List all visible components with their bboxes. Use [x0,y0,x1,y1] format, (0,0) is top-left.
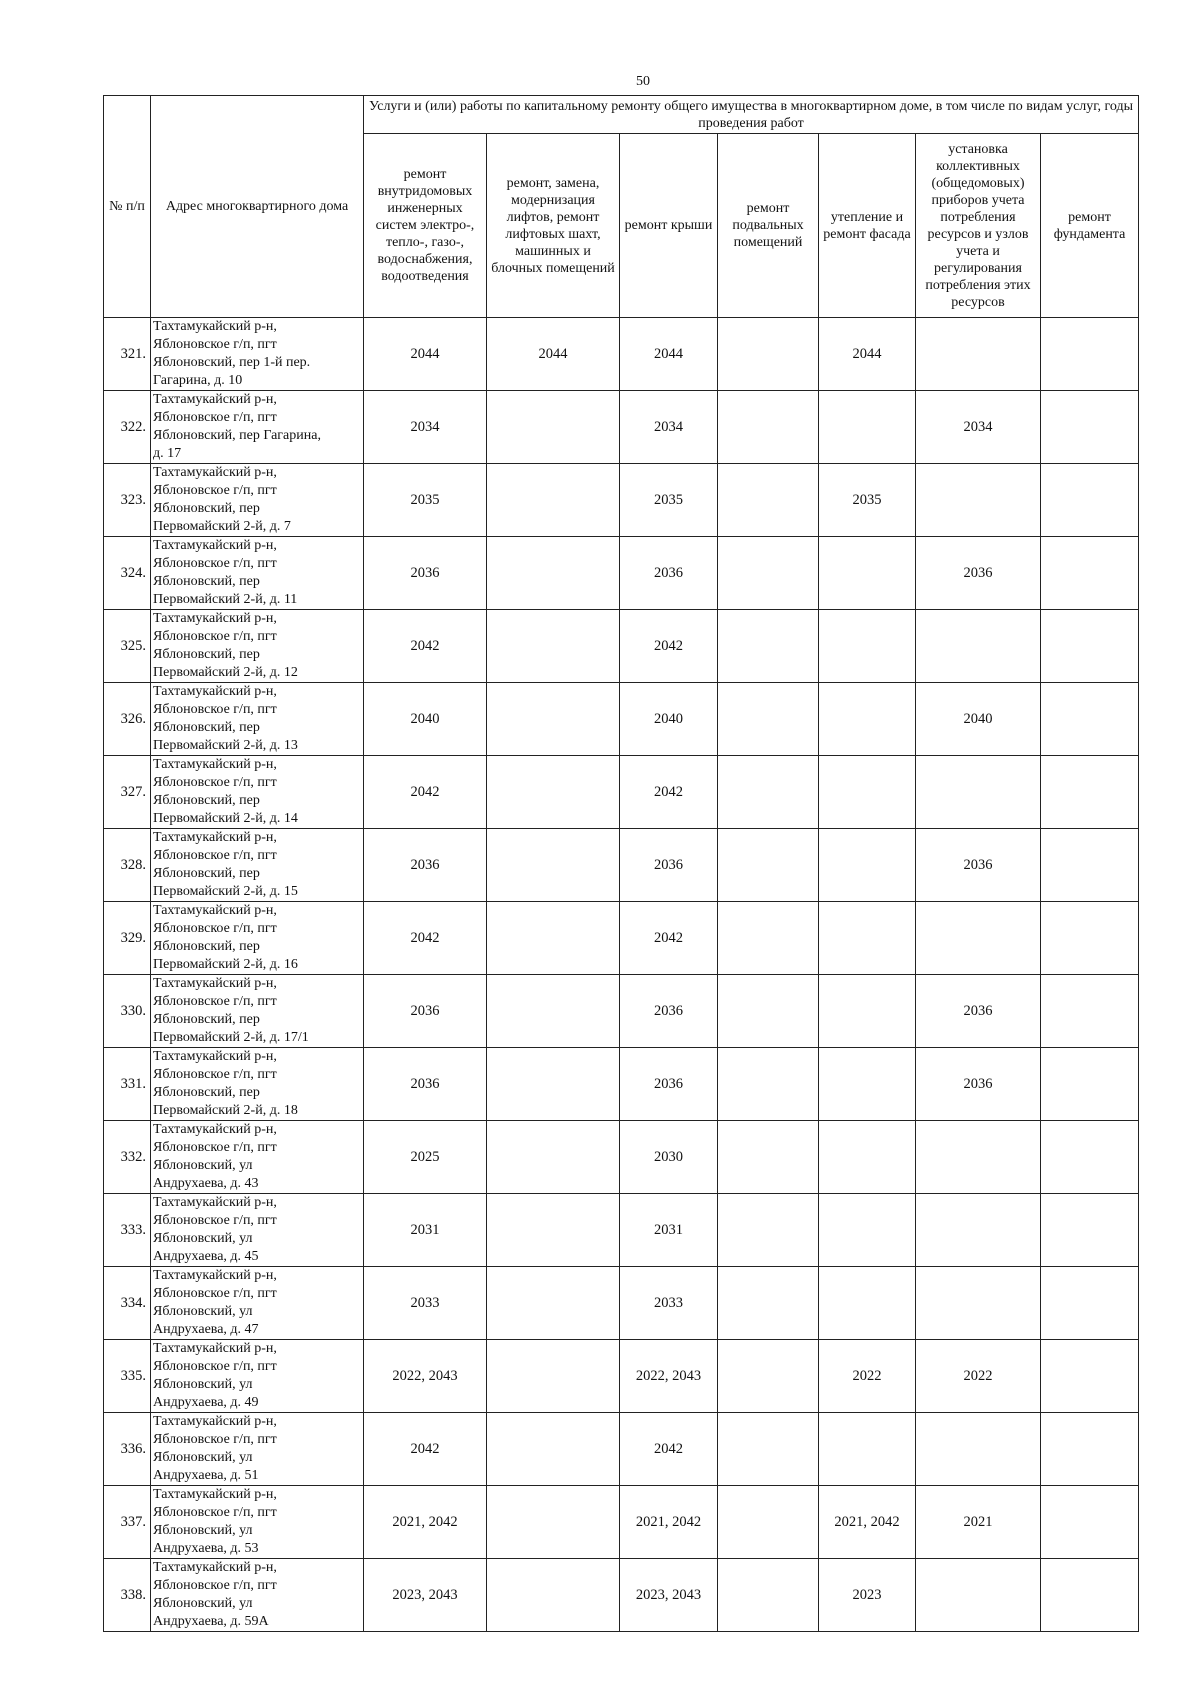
row-value-col-4 [718,537,819,610]
row-value-col-6 [916,902,1041,975]
row-value-col-6 [916,610,1041,683]
row-value-col-5 [819,683,916,756]
row-address [151,1194,364,1267]
row-value-col-1: 2036 [364,537,487,610]
address-line: Гагарина, д. 10 [153,373,243,388]
page-number: 50 [636,74,650,89]
address-line: Яблоновский, ул [153,1596,253,1611]
row-number: 335. [104,1340,151,1413]
row-value-col-4 [718,610,819,683]
row-value-col-4 [718,1121,819,1194]
row-address [151,318,364,391]
row-value-col-6 [916,1559,1041,1632]
row-value-col-2 [487,1413,620,1486]
row-value-col-3: 2021, 2042 [620,1486,718,1559]
row-value-col-6: 2022 [916,1340,1041,1413]
address-line: Яблоновское г/п, пгт [153,1359,277,1374]
row-value-col-1: 2036 [364,829,487,902]
address-line: Тахтамукайский р-н, [153,1560,277,1575]
row-value-col-7 [1041,829,1139,902]
address-line: Яблоновское г/п, пгт [153,994,277,1009]
row-value-col-2 [487,902,620,975]
table-row [104,683,1139,756]
table-row [104,1048,1139,1121]
table-row [104,537,1139,610]
row-value-col-3: 2036 [620,537,718,610]
row-number: 329. [104,902,151,975]
row-value-col-3: 2042 [620,902,718,975]
row-value-col-4 [718,829,819,902]
row-value-col-4 [718,1048,819,1121]
address-line: Андрухаева, д. 53 [153,1541,259,1556]
row-value-col-7 [1041,1267,1139,1340]
address-line: Тахтамукайский р-н, [153,1414,277,1429]
row-address [151,975,364,1048]
row-number: 328. [104,829,151,902]
row-value-col-3: 2035 [620,464,718,537]
row-value-col-3: 2030 [620,1121,718,1194]
address-line: Яблоновский, пер [153,1085,260,1100]
address-line: Андрухаева, д. 45 [153,1249,259,1264]
row-value-col-5: 2021, 2042 [819,1486,916,1559]
row-value-col-7 [1041,464,1139,537]
row-value-col-4 [718,1486,819,1559]
row-value-col-7 [1041,1413,1139,1486]
address-line: Яблоновское г/п, пгт [153,848,277,863]
address-line: Тахтамукайский р-н, [153,757,277,772]
row-value-col-7 [1041,1121,1139,1194]
row-value-col-2 [487,391,620,464]
row-value-col-7 [1041,902,1139,975]
row-value-col-7 [1041,1486,1139,1559]
address-line: Первомайский 2-й, д. 16 [153,957,298,972]
row-value-col-5 [819,829,916,902]
address-line: Яблоновское г/п, пгт [153,629,277,644]
row-value-col-2 [487,1267,620,1340]
row-value-col-2 [487,464,620,537]
address-line: Яблоновский, ул [153,1158,253,1173]
row-value-col-1: 2031 [364,1194,487,1267]
address-line: д. 17 [153,446,182,461]
row-value-col-6: 2036 [916,975,1041,1048]
row-address [151,756,364,829]
address-line: Андрухаева, д. 47 [153,1322,259,1337]
row-value-col-3: 2042 [620,610,718,683]
row-value-col-4 [718,975,819,1048]
address-line: Яблоновское г/п, пгт [153,1067,277,1082]
header-column-6: установка коллективных (общедомовых) приборов учета потребления ресурсов и узлов учета и регулирования потребления этих ресурсов [916,134,1041,318]
row-value-col-5 [819,391,916,464]
row-value-col-7 [1041,975,1139,1048]
row-value-col-7 [1041,1194,1139,1267]
row-value-col-4 [718,902,819,975]
row-number: 334. [104,1267,151,1340]
address-line: Тахтамукайский р-н, [153,903,277,918]
row-value-col-4 [718,1194,819,1267]
row-address [151,683,364,756]
address-line: Тахтамукайский р-н, [153,1122,277,1137]
address-line: Первомайский 2-й, д. 13 [153,738,298,753]
table-body [104,318,1139,1632]
address-line: Яблоновский, пер [153,647,260,662]
row-value-col-2 [487,1559,620,1632]
row-number: 336. [104,1413,151,1486]
row-number: 331. [104,1048,151,1121]
address-line: Тахтамукайский р-н, [153,1487,277,1502]
row-value-col-5 [819,1413,916,1486]
row-value-col-2 [487,975,620,1048]
address-line: Первомайский 2-й, д. 15 [153,884,298,899]
row-value-col-3: 2044 [620,318,718,391]
address-line: Яблоновский, ул [153,1450,253,1465]
row-address [151,1486,364,1559]
row-address [151,1559,364,1632]
address-line: Яблоновское г/п, пгт [153,921,277,936]
row-value-col-6: 2036 [916,829,1041,902]
address-line: Тахтамукайский р-н, [153,830,277,845]
row-address [151,1267,364,1340]
table-row [104,391,1139,464]
address-line: Яблоновский, пер [153,1012,260,1027]
row-value-col-4 [718,1413,819,1486]
row-value-col-2 [487,829,620,902]
header-column-1: ремонт внутридомовых инженерных систем электро-, тепло-, газо-, водоснабжения, водоотведения [364,134,487,318]
row-value-col-4 [718,318,819,391]
address-line: Яблоновский, пер [153,720,260,735]
row-value-col-7 [1041,756,1139,829]
table-row [104,756,1139,829]
row-address [151,1413,364,1486]
row-value-col-5: 2022 [819,1340,916,1413]
header-column-4: ремонт подвальных помещений [718,134,819,318]
table-row [104,1340,1139,1413]
row-value-col-3: 2031 [620,1194,718,1267]
row-value-col-4 [718,464,819,537]
row-number: 323. [104,464,151,537]
row-value-col-2: 2044 [487,318,620,391]
row-value-col-7 [1041,537,1139,610]
address-line: Андрухаева, д. 49 [153,1395,259,1410]
address-line: Яблоновское г/п, пгт [153,1213,277,1228]
address-line: Яблоновский, пер [153,574,260,589]
address-line: Яблоновский, пер 1-й пер. [153,355,311,370]
address-line: Яблоновский, ул [153,1304,253,1319]
row-number: 327. [104,756,151,829]
row-value-col-1: 2036 [364,1048,487,1121]
table-row [104,975,1139,1048]
row-address [151,391,364,464]
address-line: Яблоновское г/п, пгт [153,556,277,571]
row-value-col-2 [487,1486,620,1559]
row-value-col-6 [916,1267,1041,1340]
address-line: Тахтамукайский р-н, [153,1049,277,1064]
row-value-col-3: 2036 [620,975,718,1048]
row-value-col-1: 2023, 2043 [364,1559,487,1632]
row-value-col-4 [718,1340,819,1413]
row-value-col-4 [718,756,819,829]
table-row [104,1121,1139,1194]
address-line: Яблоновский, пер [153,866,260,881]
row-number: 324. [104,537,151,610]
row-value-col-1: 2042 [364,610,487,683]
row-address [151,464,364,537]
row-number: 332. [104,1121,151,1194]
table-row [104,610,1139,683]
row-value-col-6 [916,1194,1041,1267]
row-value-col-3: 2023, 2043 [620,1559,718,1632]
row-value-col-5 [819,1194,916,1267]
table-row [104,1559,1139,1632]
row-value-col-3: 2042 [620,1413,718,1486]
row-value-col-5 [819,1267,916,1340]
row-value-col-6 [916,318,1041,391]
address-line: Тахтамукайский р-н, [153,976,277,991]
address-line: Тахтамукайский р-н, [153,319,277,334]
address-line: Яблоновский, пер [153,939,260,954]
row-value-col-4 [718,391,819,464]
row-address [151,1121,364,1194]
header-column-2: ремонт, замена, модернизация лифтов, ремонт лифтовых шахт, машинных и блочных помещений [487,134,620,318]
address-line: Яблоновский, ул [153,1377,253,1392]
header-services-group: Услуги и (или) работы по капитальному ремонту общего имущества в многоквартирном доме, в том числе по видам услуг, годы проведения работ [364,96,1139,134]
row-value-col-5: 2023 [819,1559,916,1632]
row-value-col-1: 2036 [364,975,487,1048]
row-number: 333. [104,1194,151,1267]
table-row [104,1413,1139,1486]
row-value-col-4 [718,1267,819,1340]
row-value-col-5 [819,975,916,1048]
row-value-col-3: 2034 [620,391,718,464]
row-address [151,610,364,683]
table-row [104,902,1139,975]
address-line: Яблоновский, пер Гагарина, [153,428,321,443]
row-value-col-7 [1041,318,1139,391]
row-value-col-5 [819,1048,916,1121]
row-address [151,902,364,975]
row-value-col-3: 2036 [620,829,718,902]
row-value-col-6: 2036 [916,1048,1041,1121]
row-value-col-5 [819,756,916,829]
row-number: 338. [104,1559,151,1632]
address-line: Первомайский 2-й, д. 17/1 [153,1030,309,1045]
address-line: Яблоновское г/п, пгт [153,483,277,498]
row-value-col-2 [487,1340,620,1413]
header-num: № п/п [104,96,151,318]
row-value-col-1: 2035 [364,464,487,537]
table-row [104,1267,1139,1340]
header-column-7: ремонт фундамента [1041,134,1139,318]
row-value-col-7 [1041,1559,1139,1632]
address-line: Первомайский 2-й, д. 14 [153,811,298,826]
row-value-col-1: 2025 [364,1121,487,1194]
address-line: Яблоновское г/п, пгт [153,1505,277,1520]
address-line: Яблоновское г/п, пгт [153,1432,277,1447]
row-value-col-3: 2022, 2043 [620,1340,718,1413]
row-value-col-6 [916,756,1041,829]
row-value-col-7 [1041,1340,1139,1413]
row-value-col-1: 2042 [364,1413,487,1486]
row-value-col-6: 2034 [916,391,1041,464]
row-value-col-1: 2033 [364,1267,487,1340]
address-line: Первомайский 2-й, д. 11 [153,592,298,607]
row-value-col-7 [1041,391,1139,464]
row-value-col-2 [487,1048,620,1121]
row-value-col-1: 2034 [364,391,487,464]
row-value-col-5 [819,537,916,610]
row-address [151,829,364,902]
header-column-3: ремонт крыши [620,134,718,318]
row-value-col-4 [718,1559,819,1632]
row-value-col-6 [916,464,1041,537]
address-line: Андрухаева, д. 59А [153,1614,269,1629]
row-number: 330. [104,975,151,1048]
row-value-col-1: 2044 [364,318,487,391]
row-value-col-3: 2036 [620,1048,718,1121]
row-number: 325. [104,610,151,683]
row-value-col-3: 2042 [620,756,718,829]
row-number: 326. [104,683,151,756]
capital-repair-table [103,95,1139,1632]
row-value-col-7 [1041,610,1139,683]
address-line: Тахтамукайский р-н, [153,538,277,553]
row-value-col-2 [487,1194,620,1267]
row-value-col-7 [1041,1048,1139,1121]
address-line: Яблоновский, ул [153,1231,253,1246]
row-number: 322. [104,391,151,464]
row-value-col-6: 2036 [916,537,1041,610]
row-address [151,537,364,610]
address-line: Яблоновский, пер [153,793,260,808]
row-value-col-2 [487,610,620,683]
row-value-col-5: 2044 [819,318,916,391]
table-row [104,318,1139,391]
row-value-col-1: 2042 [364,902,487,975]
row-value-col-1: 2022, 2043 [364,1340,487,1413]
address-line: Яблоновское г/п, пгт [153,702,277,717]
row-value-col-5: 2035 [819,464,916,537]
row-value-col-3: 2040 [620,683,718,756]
address-line: Тахтамукайский р-н, [153,465,277,480]
row-value-col-6 [916,1413,1041,1486]
row-value-col-5 [819,902,916,975]
address-line: Андрухаева, д. 43 [153,1176,259,1191]
row-value-col-6: 2040 [916,683,1041,756]
row-value-col-2 [487,683,620,756]
row-value-col-6: 2021 [916,1486,1041,1559]
row-value-col-3: 2033 [620,1267,718,1340]
row-value-col-5 [819,610,916,683]
address-line: Тахтамукайский р-н, [153,684,277,699]
address-line: Яблоновское г/п, пгт [153,1140,277,1155]
table-row [104,464,1139,537]
row-value-col-7 [1041,683,1139,756]
address-line: Андрухаева, д. 51 [153,1468,259,1483]
address-line: Яблоновское г/п, пгт [153,1286,277,1301]
table-row [104,1486,1139,1559]
table-row [104,1194,1139,1267]
address-line: Яблоновское г/п, пгт [153,410,277,425]
row-value-col-2 [487,1121,620,1194]
address-line: Яблоновское г/п, пгт [153,775,277,790]
address-line: Тахтамукайский р-н, [153,611,277,626]
address-line: Яблоновское г/п, пгт [153,337,277,352]
header-address: Адрес многоквартирного дома [151,96,364,318]
table-row [104,829,1139,902]
row-value-col-2 [487,537,620,610]
row-address [151,1048,364,1121]
address-line: Тахтамукайский р-н, [153,1195,277,1210]
address-line: Яблоновский, ул [153,1523,253,1538]
row-value-col-1: 2021, 2042 [364,1486,487,1559]
address-line: Первомайский 2-й, д. 12 [153,665,298,680]
address-line: Первомайский 2-й, д. 7 [153,519,291,534]
address-line: Тахтамукайский р-н, [153,1341,277,1356]
row-value-col-1: 2040 [364,683,487,756]
row-number: 337. [104,1486,151,1559]
row-number: 321. [104,318,151,391]
row-value-col-6 [916,1121,1041,1194]
address-line: Яблоновский, пер [153,501,260,516]
row-value-col-2 [487,756,620,829]
address-line: Тахтамукайский р-н, [153,392,277,407]
address-line: Яблоновское г/п, пгт [153,1578,277,1593]
row-value-col-4 [718,683,819,756]
row-address [151,1340,364,1413]
header-column-5: утепление и ремонт фасада [819,134,916,318]
address-line: Тахтамукайский р-н, [153,1268,277,1283]
address-line: Первомайский 2-й, д. 18 [153,1103,298,1118]
row-value-col-5 [819,1121,916,1194]
row-value-col-1: 2042 [364,756,487,829]
